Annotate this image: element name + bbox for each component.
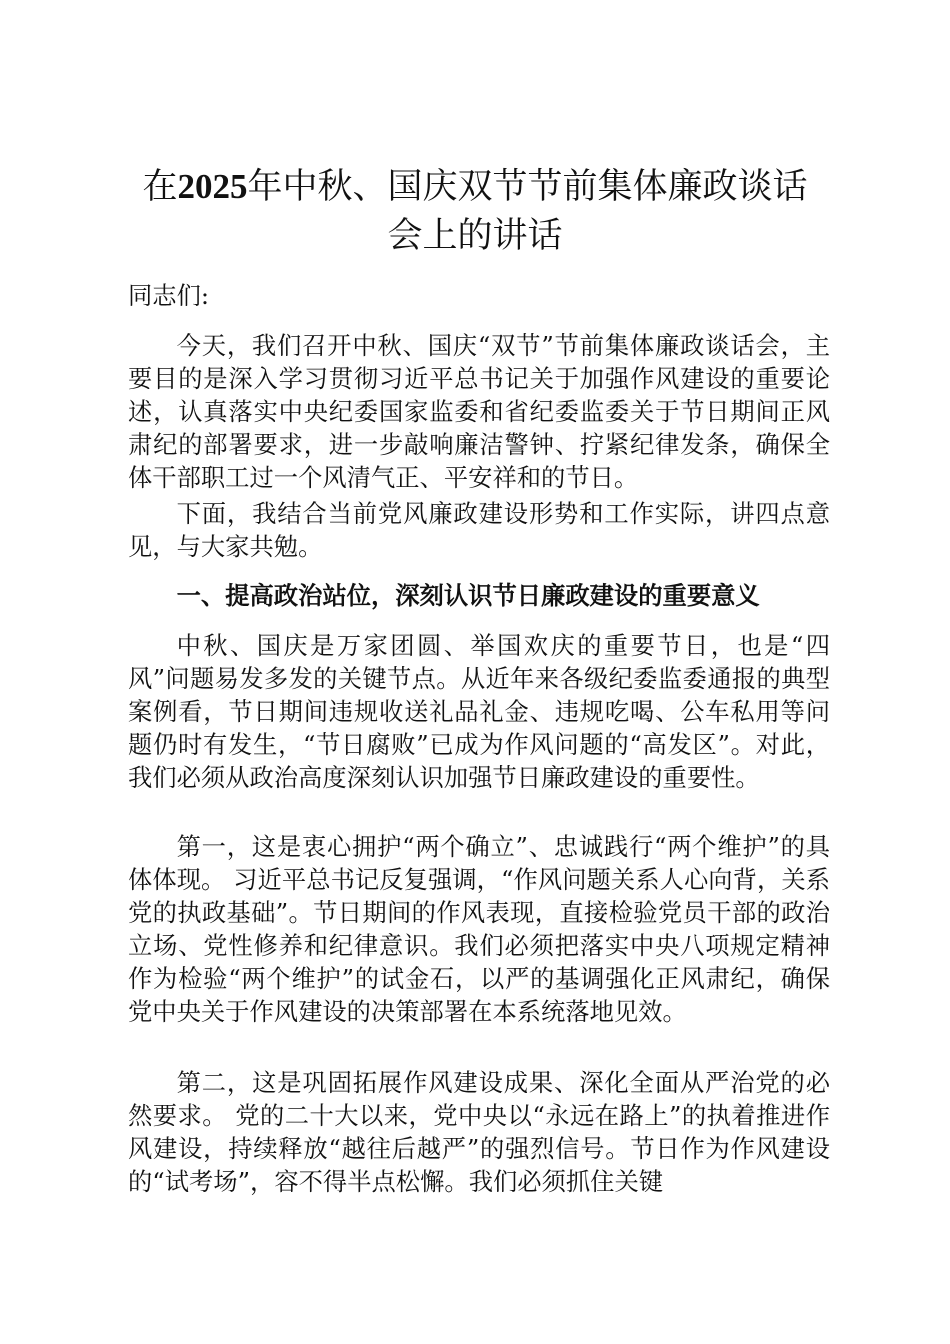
paragraph: 第一，这是衷心拥护“两个确立”、忠诚践行“两个维护”的具体体现。 习近平总书记反复强调，“作风问题关系人心向背，关系党的执政基础”。节日期间的作风表现，直接检验党员干部的政治立场、党性修养和纪律意识。我们必须把落实中央八项规定精神作为检验“两个维护”的试金石，以严的基调强化正风肃纪，确保党中央关于作风建设的决策部署在本系统落地见效。 (128, 832, 830, 1026)
title-line1-rest: 年中秋、国庆双节节前集体廉政谈话 (247, 167, 808, 207)
paragraph: 下面，我结合当前党风廉政建设形势和工作实际，讲四点意见，与大家共勉。 (128, 499, 830, 561)
salutation: 同志们: (128, 281, 210, 310)
title-line-2: 会上的讲话 (387, 216, 563, 256)
section-heading: 一、提高政治站位，深刻认识节日廉政建设的重要意义 (176, 581, 760, 610)
paragraph-section-1 (128, 629, 830, 794)
paragraph: 中秋、国庆是万家团圆、举国欢庆的重要节日，也是“四风”问题易发多发的关键节点。从近年来各级纪委监委通报的典型案例看，节日期间违规收送礼品礼金、违规吃喝、公车私用等问题仍时有发生，“节日腐败”已成为作风问题的“高发区”。对此，我们必须从政治高度深刻认识加强节日廉政建设的重要性。 (128, 631, 830, 792)
title-year: 2025 (177, 167, 248, 206)
title-prefix: 在 (142, 167, 178, 207)
paragraph: 第二，这是巩固拓展作风建设成果、深化全面从严治党的必然要求。 党的二十大以来，党中央以“永远在路上”的执着推进作风建设，持续释放“越往后越严”的强烈信号。节日作为作风建设的“试考场”，容不得半点松懈。我们必须抓住关键 (128, 1068, 830, 1196)
paragraph-section-2 (128, 830, 830, 1028)
paragraph-section-3 (128, 1066, 830, 1198)
paragraph: 今天，我们召开中秋、国庆“双节”节前集体廉政谈话会，主要目的是深入学习贯彻习近平总书记关于加强作风建设的重要论述，认真落实中央纪委国家监委和省纪委监委关于节日期间正风肃纪的部署要求，进一步敲响廉洁警钟、拧紧纪律发条，确保全体干部职工过一个风清气正、平安祥和的节日。 (128, 331, 830, 492)
paragraph-intro (128, 329, 830, 494)
paragraph-outline (128, 497, 830, 563)
document-title (120, 162, 830, 261)
title-line-1 (120, 162, 830, 212)
